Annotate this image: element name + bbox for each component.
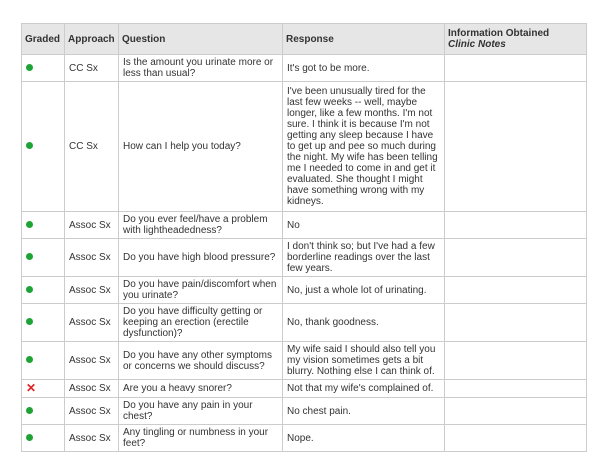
approach-cell: Assoc Sx — [65, 277, 119, 304]
approach-cell: Assoc Sx — [65, 304, 119, 342]
approach-cell: Assoc Sx — [65, 212, 119, 239]
table-row — [22, 239, 587, 277]
header-info — [445, 24, 587, 55]
correct-dot-icon — [26, 253, 33, 260]
header-question: Question — [119, 24, 283, 55]
table-row — [22, 398, 587, 425]
response-cell: No chest pain. — [283, 398, 445, 425]
graded-cell — [22, 342, 65, 380]
info-cell — [445, 55, 587, 82]
info-cell — [445, 277, 587, 304]
graded-cell — [22, 55, 65, 82]
question-cell: Is the amount you urinate more or less than usual? — [119, 55, 283, 82]
graded-cell — [22, 304, 65, 342]
info-cell — [445, 380, 587, 398]
question-cell: Do you have difficulty getting or keeping an erection (erectile dysfunction)? — [119, 304, 283, 342]
info-cell — [445, 212, 587, 239]
response-cell: My wife said I should also tell you my vision sometimes gets a bit blurry. Nothing else I can think of. — [283, 342, 445, 380]
graded-cell — [22, 239, 65, 277]
interview-table — [21, 23, 587, 452]
correct-dot-icon — [26, 142, 33, 149]
table-row — [22, 82, 587, 212]
info-cell — [445, 239, 587, 277]
question-cell: Do you have any pain in your chest? — [119, 398, 283, 425]
approach-cell: Assoc Sx — [65, 239, 119, 277]
graded-cell — [22, 398, 65, 425]
table-body — [22, 55, 587, 452]
graded-cell — [22, 277, 65, 304]
info-cell — [445, 425, 587, 452]
response-cell: Nope. — [283, 425, 445, 452]
graded-cell — [22, 212, 65, 239]
incorrect-x-icon: ✕ — [26, 381, 37, 395]
response-cell: No, thank goodness. — [283, 304, 445, 342]
question-cell: Do you ever feel/have a problem with lightheadedness? — [119, 212, 283, 239]
table-row — [22, 425, 587, 452]
response-cell: It's got to be more. — [283, 55, 445, 82]
graded-cell — [22, 82, 65, 212]
approach-cell: CC Sx — [65, 55, 119, 82]
table-row — [22, 304, 587, 342]
header-info-subtitle: Clinic Notes — [448, 39, 506, 50]
correct-dot-icon — [26, 407, 33, 414]
info-cell — [445, 398, 587, 425]
question-cell: Do you have high blood pressure? — [119, 239, 283, 277]
correct-dot-icon — [26, 356, 33, 363]
header-row — [22, 24, 587, 55]
correct-dot-icon — [26, 318, 33, 325]
response-cell: No, just a whole lot of urinating. — [283, 277, 445, 304]
response-cell: I've been unusually tired for the last few weeks -- well, maybe longer, like a few months. I'm not sure. I think it is because I'm not getting any sleep because I have to get up and pee so much during the night. My wife has been telling me I needed to come in and get it evaluated. She thought I might have something wrong with my kidneys. — [283, 82, 445, 212]
graded-cell — [22, 380, 65, 398]
correct-dot-icon — [26, 221, 33, 228]
question-cell: Any tingling or numbness in your feet? — [119, 425, 283, 452]
info-cell — [445, 82, 587, 212]
graded-cell — [22, 425, 65, 452]
header-approach: Approach — [65, 24, 119, 55]
question-cell: Do you have pain/discomfort when you urinate? — [119, 277, 283, 304]
header-graded: Graded — [22, 24, 65, 55]
table-row — [22, 277, 587, 304]
approach-cell: Assoc Sx — [65, 342, 119, 380]
header-response: Response — [283, 24, 445, 55]
approach-cell: Assoc Sx — [65, 425, 119, 452]
table-row — [22, 342, 587, 380]
response-cell: Not that my wife's complained of. — [283, 380, 445, 398]
approach-cell: CC Sx — [65, 82, 119, 212]
table-header — [22, 24, 587, 55]
response-cell: No — [283, 212, 445, 239]
info-cell — [445, 342, 587, 380]
correct-dot-icon — [26, 286, 33, 293]
question-cell: Are you a heavy snorer? — [119, 380, 283, 398]
approach-cell: Assoc Sx — [65, 380, 119, 398]
response-cell: I don't think so; but I've had a few borderline readings over the last few years. — [283, 239, 445, 277]
table-row — [22, 55, 587, 82]
info-cell — [445, 304, 587, 342]
correct-dot-icon — [26, 64, 33, 71]
table-row — [22, 380, 587, 398]
header-info-title: Information Obtained — [448, 28, 550, 39]
correct-dot-icon — [26, 434, 33, 441]
approach-cell: Assoc Sx — [65, 398, 119, 425]
question-cell: How can I help you today? — [119, 82, 283, 212]
table-row — [22, 212, 587, 239]
question-cell: Do you have any other symptoms or concerns we should discuss? — [119, 342, 283, 380]
